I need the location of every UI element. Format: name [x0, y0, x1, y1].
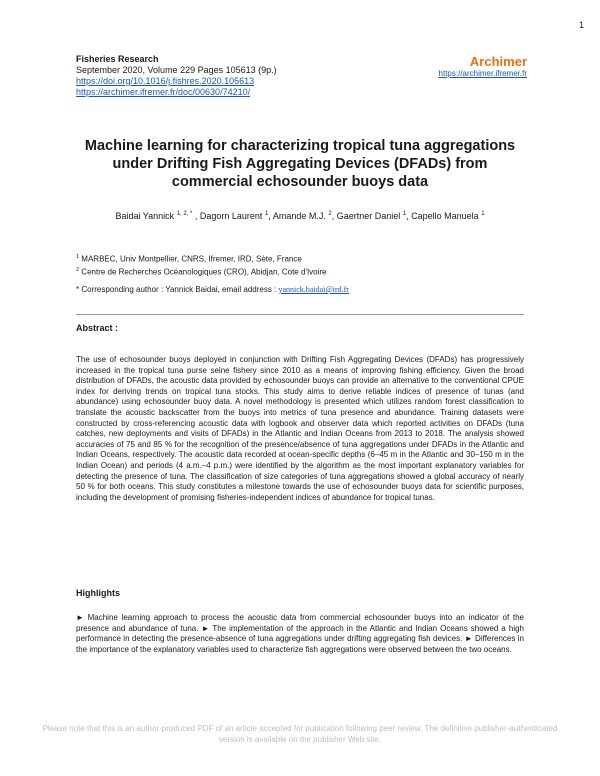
author-affiliation-mark: 1: [481, 211, 485, 217]
author-list: [76, 211, 524, 221]
author-name: Amande M.J.: [272, 211, 326, 221]
doi-link[interactable]: https://doi.org/10.1016/j.fishres.2020.105613: [76, 76, 255, 86]
author-separator: ,: [192, 211, 200, 221]
corresponding-text: * Corresponding author : Yannick Baidai, email address :: [76, 285, 279, 294]
corresponding-email-link[interactable]: yannick.baidai@ird.fr: [278, 285, 349, 294]
author-name: Baidai Yannick: [115, 211, 175, 221]
affiliation-item: [76, 252, 327, 265]
affiliation-item: [76, 265, 327, 278]
highlights-text: ► Machine learning approach to process the acoustic data from commercial echosounder buoys into an indicator of the presence and abundance of tuna. ► The implementation of the approach in the Atlantic and Indian Oceans showed a high performance in detecting the presence-absence of tuna aggregations under drifting aggregating fish devices. ► Differences in the importance of the explanatory variables used to characterize fish aggregations were observed between the two oceans.: [76, 613, 524, 654]
author-name: Gaertner Daniel: [336, 211, 401, 221]
affiliation-text: Centre de Recherches Océanologiques (CRO), Abidjan, Cote d'Ivoire: [81, 267, 327, 277]
journal-info: [76, 54, 277, 98]
affiliation-text: MARBEC, Univ Montpellier, CNRS, Ifremer, IRD, Sète, France: [81, 254, 302, 264]
author-affiliation-mark: 2: [328, 211, 332, 217]
author-separator: ,: [268, 211, 273, 221]
archive-link[interactable]: https://archimer.ifremer.fr/doc/00630/74210/: [76, 87, 251, 97]
abstract-heading: Abstract :: [76, 323, 119, 333]
footer-note: Please note that this is an author-produced PDF of an article accepted for publication following peer review. The definitive publisher-authenticated version is available on the publisher Web site.: [42, 724, 558, 744]
affiliations: [76, 252, 327, 277]
highlights-heading: Highlights: [76, 588, 120, 598]
journal-issue: September 2020, Volume 229 Pages 105613 (9p.): [76, 65, 277, 75]
page-number: 1: [578, 20, 584, 30]
author-separator: ,: [406, 211, 412, 221]
section-divider: [76, 314, 524, 315]
article-title: Machine learning for characterizing tropical tuna aggregations under Drifting Fish Aggregating Devices (DFADs) from commercial echosounder buoys data: [84, 138, 516, 190]
journal-name: Fisheries Research: [76, 54, 159, 64]
author-name: Dagorn Laurent: [199, 211, 263, 221]
affiliation-mark: 2: [76, 266, 80, 273]
archimer-link[interactable]: https://archimer.ifremer.fr: [438, 69, 527, 78]
author-affiliation-mark: 1: [402, 211, 407, 217]
author-affiliation-mark: 1, 2, *: [176, 211, 193, 217]
abstract-text: The use of echosounder buoys deployed in conjunction with Drifting Fish Aggregating Devices (DFADs) has progressively increased in the tropical tuna purse seine fishery since 2010 as a means of improving fishing efficiency. Given the broad distribution of DFADs, the acoustic data provided by echosounder buoys can provide an alternative to the conventional CPUE index for deriving trends on tropical tuna stocks. This study aims to derive reliable indices of presence of tunas (and abundance) using echosounder buoy data. A novel methodology is presented which utilizes random forest classification to translate the acoustic backscatter from the buoys into metrics of tuna presence and abundance. Training datasets were constructed by cross-referencing acoustic data with logbook and observer data which reported activities on DFADs (tuna catches, new deployments and visits of DFADs) in the Atlantic and Indian Oceans from 2013 to 2018. The analysis showed accuracies of 75 and 85 % for the recognition of the presence/absence of tuna aggregations under DFADs in the Atlantic and Indian Oceans, respectively. The acoustic data recorded at ocean-specific depths (6–45 m in the Atlantic and 30–150 m in the Indian Ocean) and periods (4 a.m.–4 p.m.) were identified by the algorithm as the most important explanatory variables for detecting the presence of tuna. The classification of size categories of tuna aggregations showed a global accuracy of nearly 50 % for both oceans. This study constitutes a milestone towards the use of echosounder buoys data for scientific purposes, including the development of promising fisheries-independent indices of abundance for tropical tunas.: [76, 355, 524, 502]
archimer-logo: Archimer: [469, 54, 527, 69]
affiliation-mark: 1: [76, 254, 80, 260]
archimer-header: [439, 54, 527, 79]
author-name: Capello Manuela: [411, 211, 479, 221]
corresponding-author: [76, 285, 349, 294]
author-affiliation-mark: 1: [264, 211, 269, 217]
author-separator: ,: [331, 211, 337, 221]
